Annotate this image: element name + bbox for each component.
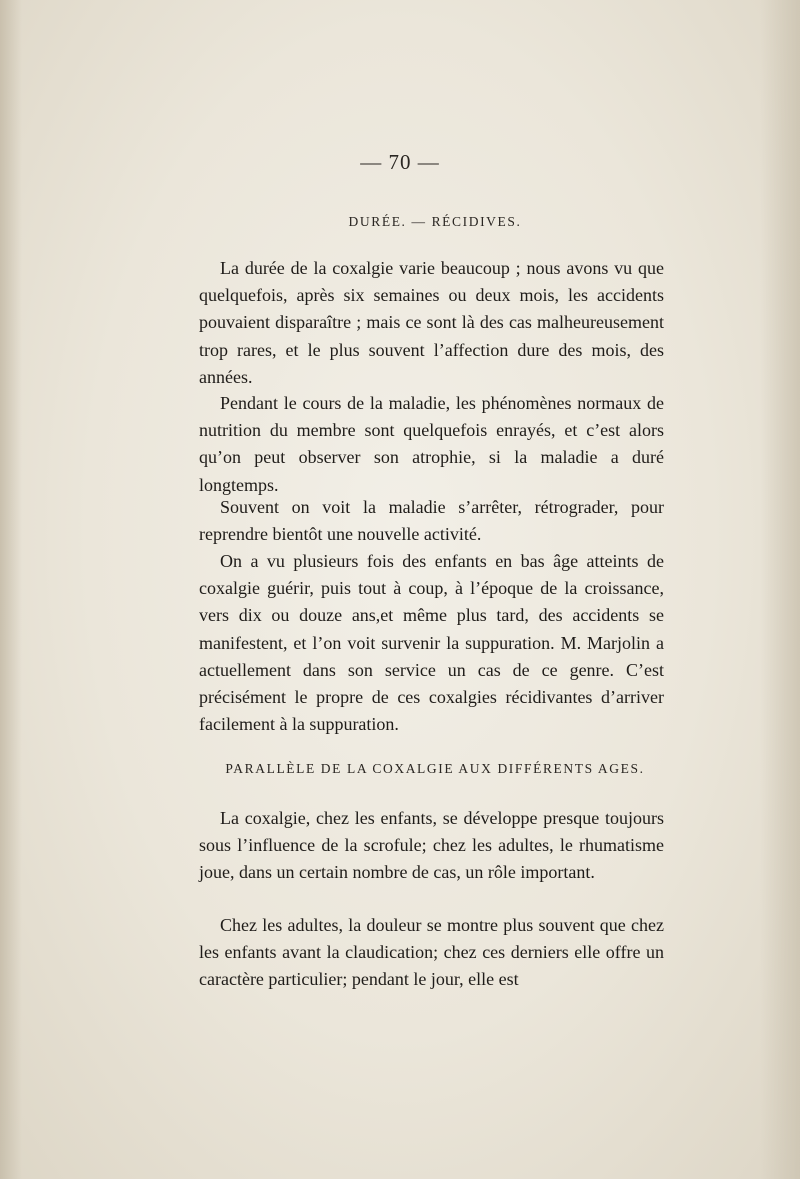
paragraph: La coxalgie, chez les enfants, se développe presque toujours sous l’influence de la scrofule; chez les adultes, le rhumatisme joue, dans un certain nombre de cas, un rôle important. xyxy=(199,808,664,883)
paragraph: La durée de la coxalgie varie beaucoup ; nous avons vu que quelquefois, après six semaines ou deux mois, les accidents pouvaient disparaître ; mais ce sont là des cas malheureusement trop rares, et le plus souvent l’affection dure des mois, des années. xyxy=(199,258,664,387)
paragraph: On a vu plusieurs fois des enfants en bas âge atteints de coxalgie guérir, puis tout à coup, à l’époque de la croissance, vers dix ou douze ans,et même plus tard, des accidents se manifestent, et l’on voit survenir la suppuration. M. Marjolin a actuellement dans son service un cas de ce genre. C’est précisément le propre de ces coxalgies récidivantes d’arriver facilement à la suppuration. xyxy=(199,551,664,735)
paragraph: Pendant le cours de la maladie, les phénomènes normaux de nutrition du membre sont quelquefois enrayés, et c’est alors qu’on peut observer son atrophie, si la maladie a duré longtemps. xyxy=(199,393,664,495)
page-number: — 70 — xyxy=(360,150,440,174)
section-heading-duree: DURÉE. — RÉCIDIVES. xyxy=(348,214,522,229)
section-heading-parallele: PARALLÈLE DE LA COXALGIE AUX DIFFÉRENTS AGES. xyxy=(225,761,645,776)
paragraph: Souvent on voit la maladie s’arrêter, rétrograder, pour reprendre bientôt une nouvelle activité. xyxy=(199,497,664,545)
paragraph: Chez les adultes, la douleur se montre plus souvent que chez les enfants avant la claudication; chez ces derniers elle offre un caractère particulier; pendant le jour, elle est xyxy=(199,915,664,990)
